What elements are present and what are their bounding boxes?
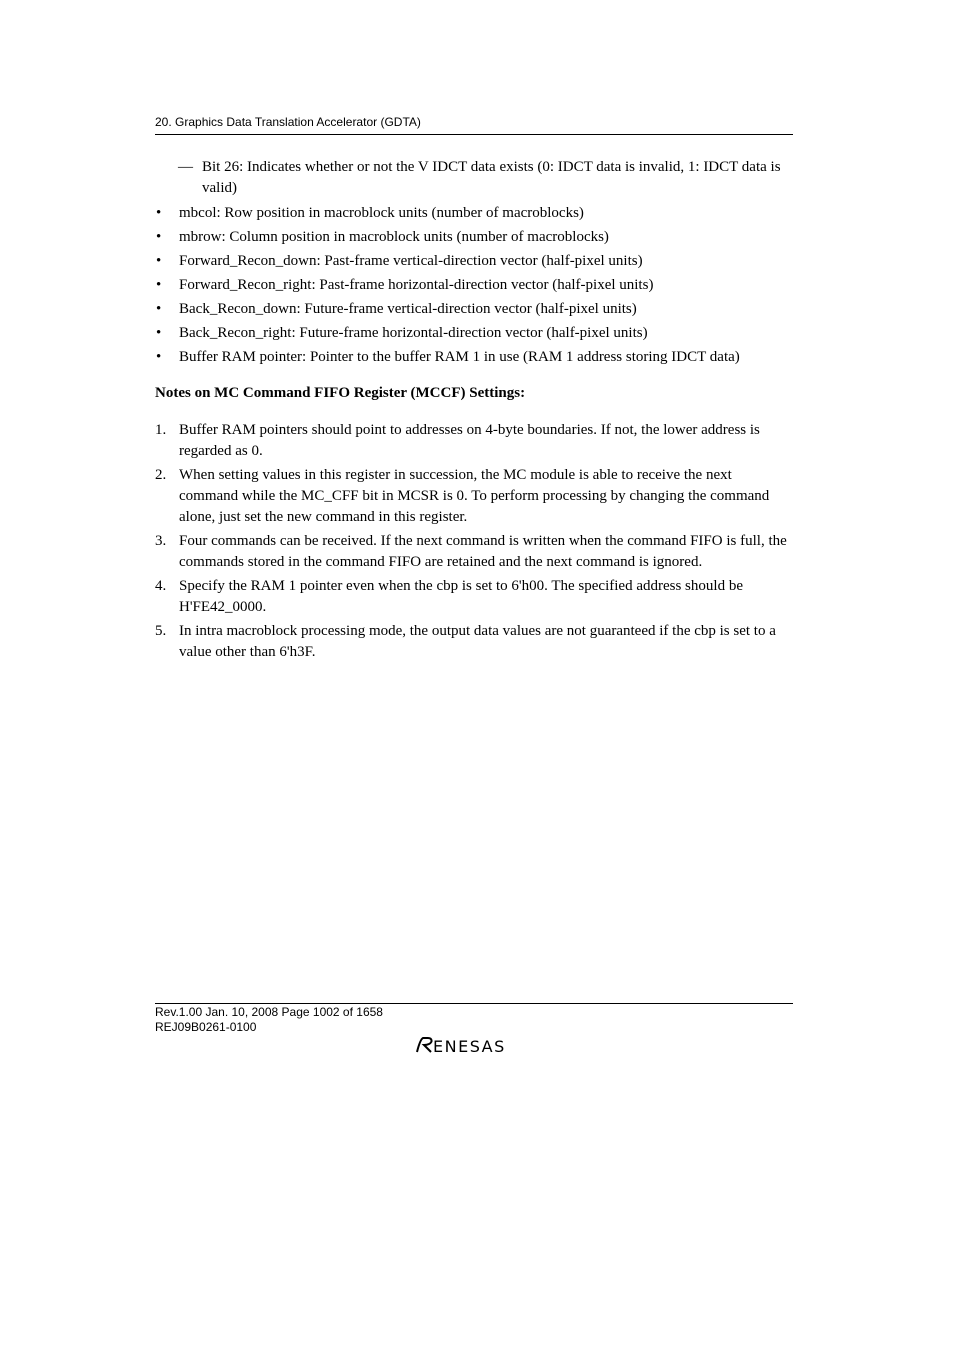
section-title: 20. Graphics Data Translation Accelerator (GDTA) [155,115,421,129]
bullet-text: Forward_Recon_right: Past-frame horizontal-direction vector (half-pixel units) [179,277,654,293]
notes-list [155,420,793,663]
note-item [155,621,793,663]
note-number: 2. [155,467,167,483]
bullet-marker: • [156,301,162,317]
bullet-marker: • [156,229,162,245]
list-item [155,251,793,272]
note-text: When setting values in this register in succession, the MC module is able to receive the next command while the MC_CFF bit in MCSR is 0. To perform processing by changing the command alone, just set the new command in this register. [179,467,770,525]
note-text: Buffer RAM pointers should point to addresses on 4-byte boundaries. If not, the lower address is regarded as 0. [179,422,760,459]
bullet-marker: • [156,349,162,365]
revision-info: Rev.1.00 Jan. 10, 2008 Page 1002 of 1658 [155,1005,383,1019]
page-footer [155,1005,383,1035]
svg-text:ENESAS: ENESAS [433,1037,506,1055]
sub-item-bit26 [155,157,793,199]
notes-heading: Notes on MC Command FIFO Register (MCCF) Settings: [155,385,526,401]
note-item [155,465,793,528]
note-text: Specify the RAM 1 pointer even when the cbp is set to 6'h00. The specified address should be H'FE42_0000. [179,578,743,615]
bullet-text: Back_Recon_right: Future-frame horizontal-direction vector (half-pixel units) [179,325,648,341]
note-text: Four commands can be received. If the next command is written when the command FIFO is full, the commands stored in the command FIFO are retained and the next command is ignored. [179,533,787,570]
header-rule [155,134,793,135]
bullet-marker: • [156,277,162,293]
bullet-text: Buffer RAM pointer: Pointer to the buffer RAM 1 in use (RAM 1 address storing IDCT data) [179,349,740,365]
renesas-logo-graphic [413,1035,535,1055]
list-item [155,299,793,320]
renesas-logo [413,1035,535,1060]
list-item [155,347,793,368]
note-item [155,576,793,618]
bullet-marker: • [156,253,162,269]
dash-marker: — [178,159,193,175]
page-body [155,157,793,666]
field-bullet-list [155,203,793,368]
note-number: 4. [155,578,167,594]
list-item [155,227,793,248]
list-item [155,323,793,344]
bullet-marker: • [156,325,162,341]
note-item [155,420,793,462]
bullet-marker: • [156,205,162,221]
note-number: 5. [155,623,167,639]
bullet-text: mbcol: Row position in macroblock units (number of macroblocks) [179,205,584,221]
note-number: 1. [155,422,167,438]
note-item [155,531,793,573]
running-header [155,115,793,130]
document-number: REJ09B0261-0100 [155,1020,257,1034]
footer-rule [155,1003,793,1004]
list-item [155,203,793,224]
list-item [155,275,793,296]
bullet-text: mbrow: Column position in macroblock units (number of macroblocks) [179,229,609,245]
bullet-text: Forward_Recon_down: Past-frame vertical-direction vector (half-pixel units) [179,253,643,269]
note-number: 3. [155,533,167,549]
sub-item-text: Bit 26: Indicates whether or not the V IDCT data exists (0: IDCT data is invalid, 1: IDCT data is valid) [202,159,781,196]
note-text: In intra macroblock processing mode, the output data values are not guaranteed if the cbp is set to a value other than 6'h3F. [179,623,776,660]
bullet-text: Back_Recon_down: Future-frame vertical-direction vector (half-pixel units) [179,301,637,317]
